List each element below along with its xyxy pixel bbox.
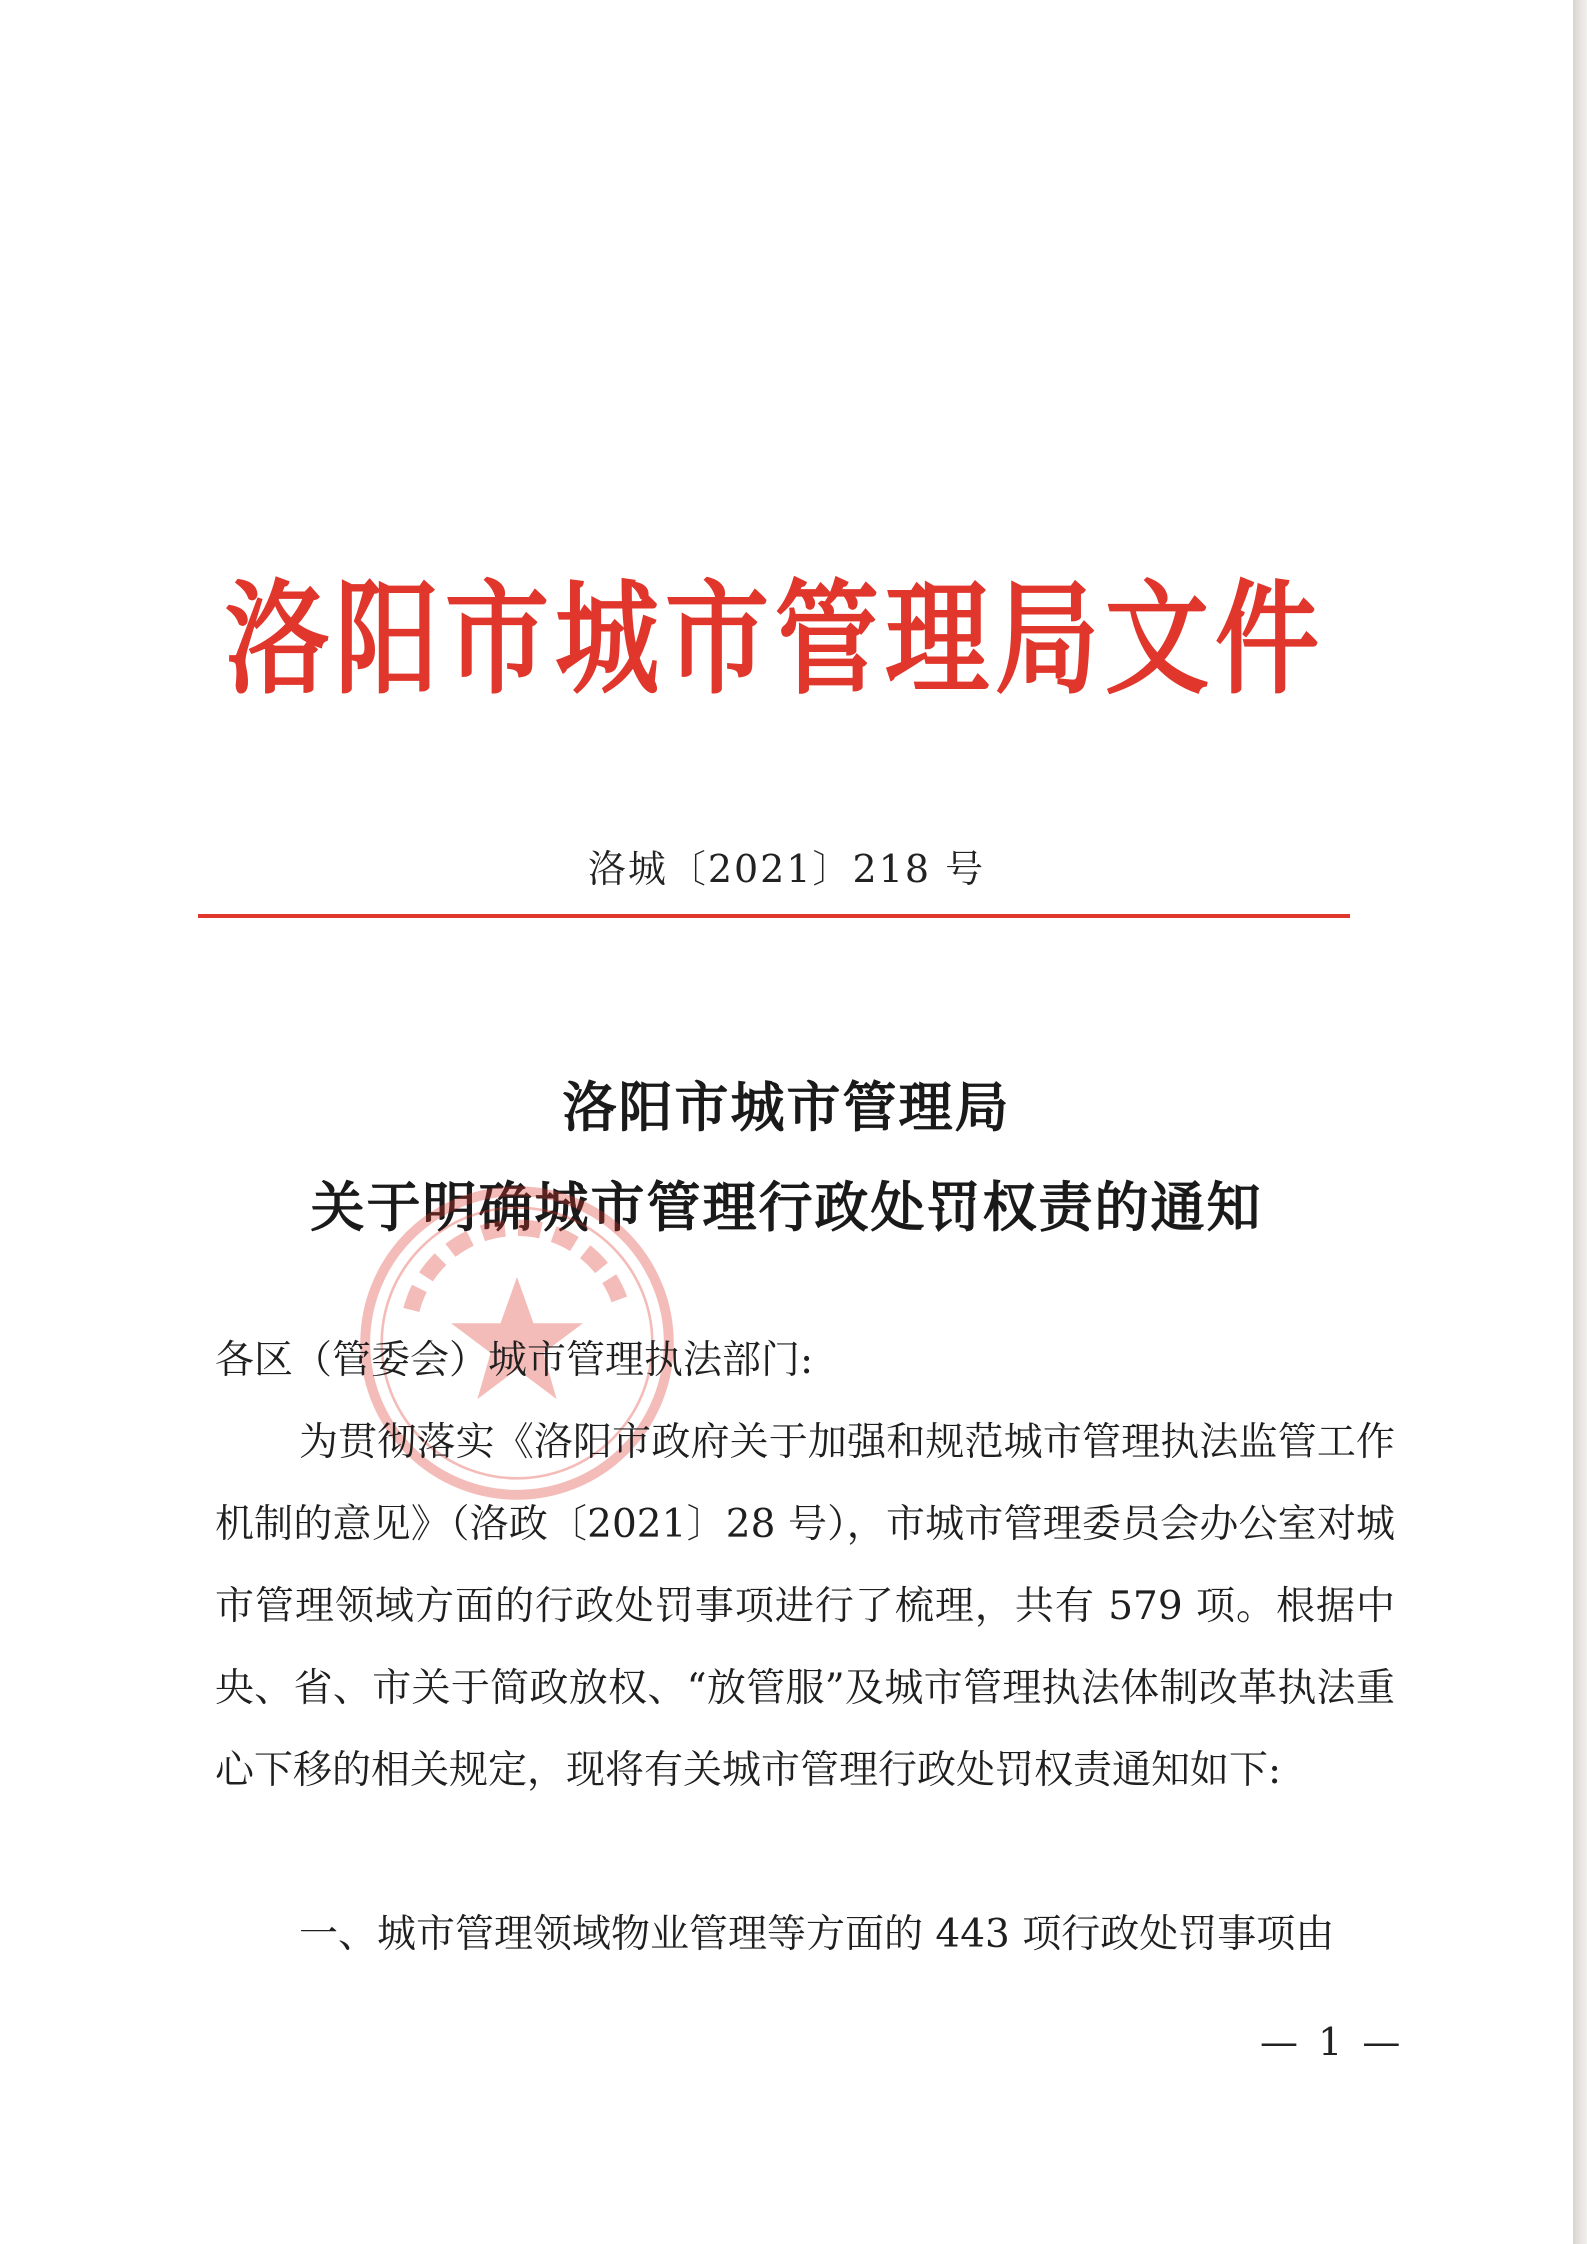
body-paragraph-1: 为贯彻落实《洛阳市政府关于加强和规范城市管理执法监管工作机制的意见》（洛政〔2021〕28 号），市城市管理委员会办公室对城市管理领域方面的行政处罚事项进行了梳理，共有 579 项。根据中央、省、市关于简政放权、“放管服”及城市管理执法体制改革执法重心下移的相关规定，现将有关城市管理行政处罚权责通知如下: (215, 1420, 1395, 1793)
document-number: 洛城〔2021〕218 号 (587, 847, 986, 891)
salutation: 各区（管委会）城市管理执法部门: (215, 1338, 814, 1383)
page-number: — 1 — (1260, 2020, 1405, 2064)
notice-title-line-1: 洛阳市城市管理局 (562, 1075, 1011, 1139)
scan-edge-shadow (1573, 0, 1587, 2244)
notice-title-line-2: 关于明确城市管理行政处罚权责的通知 (310, 1175, 1263, 1239)
body-item-1: 一、城市管理领域物业管理等方面的 443 项行政处罚事项由 (299, 1912, 1335, 1957)
red-divider-line (198, 914, 1350, 918)
issuer-header-title: 洛阳市城市管理局文件 (225, 567, 1326, 712)
